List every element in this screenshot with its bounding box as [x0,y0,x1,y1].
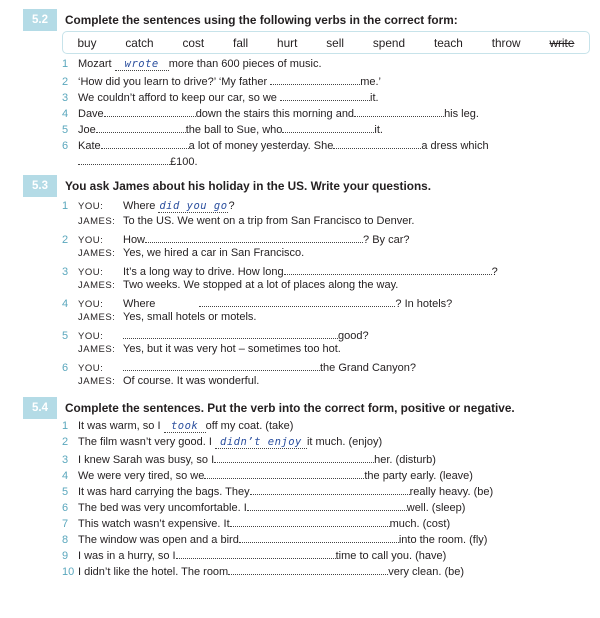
answer-blank[interactable] [270,73,360,85]
item-number: 2 [62,234,69,246]
answer-blank[interactable] [123,327,338,339]
dialogue-question [62,359,416,374]
dialogue-answer [62,278,398,293]
dialogue-question [62,231,409,246]
dialogue-answer [62,342,341,357]
sentence-text: much. (cost) [389,518,451,530]
sentence-text: her. (disturb) [374,454,436,466]
sentence-text: I didn’t like the hotel. The room [78,566,229,578]
item-number: 2 [62,76,69,88]
answer-blank[interactable] [228,563,388,575]
verb-word: hurt [277,35,298,50]
item-number: 9 [62,550,69,562]
item-number: 2 [62,436,69,448]
sentence-text: well. (sleep) [406,502,466,514]
speaker-label: JAMES: [78,248,116,259]
speaker-label: JAMES: [78,312,116,323]
answer-text: Yes, small hotels or motels. [123,311,257,323]
answer-blank[interactable] [239,531,399,543]
sentence-line [62,563,464,578]
sentence-text: the ball to Sue, who [185,124,283,136]
answer-blank[interactable] [280,89,370,101]
answer-blank[interactable] [176,547,336,559]
sentence-text: really heavy. (be) [409,486,494,498]
exercise-instruction: Complete the sentences. Put the verb into the correct form, positive or negative. [65,401,515,415]
sentence-text: me.’ [360,76,381,88]
question-text: Where [123,298,156,310]
exercise-5-3-header [23,175,431,197]
example-answer: wrote [115,58,169,71]
question-text: ? [228,200,235,212]
speaker-label: JAMES: [78,280,116,291]
speaker-label: YOU: [78,299,104,310]
speaker-label: YOU: [78,235,104,246]
verb-word: catch [125,35,154,50]
sentence-text: more than 600 pieces of music. [168,58,322,70]
dialogue-answer [62,214,414,229]
sentence-text: We couldn’t afford to keep our car, so we [78,92,277,104]
exercise-5-4-header [23,397,515,419]
speaker-label: YOU: [78,267,104,278]
sentence-text: time to call you. (have) [335,550,447,562]
answer-blank[interactable] [247,499,407,511]
answer-blank[interactable] [123,359,320,371]
sentence-text: Joe [78,124,96,136]
answer-blank[interactable] [230,515,390,527]
answer-text: Yes, we hired a car in San Francisco. [123,247,305,259]
item-number: 4 [62,470,69,482]
answer-text: Two weeks. We stopped at a lot of places along the way. [123,279,399,291]
answer-blank[interactable] [284,263,492,275]
dialogue-question [62,327,369,342]
exercise-number: 5.2 [23,9,57,31]
speaker-label: JAMES: [78,376,116,387]
sentence-text: it. [374,124,383,136]
exercise-instruction: Complete the sentences using the following verbs in the correct form: [65,13,458,27]
sentence-text: into the room. (fly) [398,534,488,546]
sentence-text: I knew Sarah was busy, so I [78,454,215,466]
question-text: Where [123,200,156,212]
verb-word: sell [326,35,344,50]
answer-blank[interactable] [101,137,189,149]
sentence-line [62,153,198,168]
example-answer: did you go [159,200,228,212]
sentence-line [62,467,473,482]
question-text: It’s a long way to drive. How long [123,266,284,278]
sentence-text: It was warm, so I [78,420,161,432]
speaker-label: JAMES: [78,344,116,355]
item-number: 7 [62,518,69,530]
answer-blank[interactable] [199,295,395,307]
sentence-text: off my coat. (take) [205,420,294,432]
item-number: 5 [62,330,69,342]
sentence-text: it. [370,92,379,104]
answer-blank[interactable] [204,467,364,479]
item-number: 1 [62,200,69,212]
item-number: 3 [62,92,69,104]
answer-text: Of course. It was wonderful. [123,375,260,387]
question-text: the Grand Canyon? [320,362,417,374]
answer-blank[interactable] [96,121,186,133]
speaker-label: YOU: [78,331,104,342]
sentence-line [62,483,493,498]
sentence-text: very clean. (be) [388,566,465,578]
sentence-text: The window was open and a bird [78,534,239,546]
item-number: 5 [62,486,69,498]
answer-blank[interactable] [333,137,421,149]
dialogue-answer [62,310,256,325]
item-number: 4 [62,108,69,120]
dialogue-question [62,199,235,214]
item-number: 1 [62,420,69,432]
question-text: ? By car? [363,234,410,246]
item-number: 1 [62,58,69,70]
speaker-label: JAMES: [78,216,116,227]
item-number: 6 [62,502,69,514]
item-number: 6 [62,140,69,152]
sentence-line [62,137,489,152]
sentence-line [62,547,446,562]
speaker-label: YOU: [78,363,104,374]
sentence-text: the party early. (leave) [364,470,473,482]
dialogue-answer [62,374,259,389]
verb-word-used: write [549,35,575,50]
speaker-label: YOU: [78,201,104,212]
sentence-line [62,451,436,466]
verb-word: spend [372,35,406,50]
sentence-line [62,121,383,136]
item-number: 6 [62,362,69,374]
exercise-number: 5.4 [23,397,57,419]
answer-blank[interactable] [214,451,374,463]
verb-word: throw [491,35,521,50]
exercise-instruction: You ask James about his holiday in the US. Write your questions. [65,179,431,193]
sentence-line [62,105,479,120]
sentence-text: a dress which [421,140,489,152]
sentence-line [62,435,382,450]
answer-text: To the US. We went on a trip from San Francisco to Denver. [123,215,415,227]
dialogue-question [62,263,498,278]
sentence-text: Mozart [78,58,112,70]
item-number: 5 [62,124,69,136]
verb-word: teach [433,35,463,50]
answer-blank[interactable] [78,153,170,165]
sentence-text: We were very tired, so we [78,470,205,482]
sentence-text: it much. (enjoy) [306,436,383,448]
sentence-text: Dave [78,108,104,120]
answer-blank[interactable] [145,231,363,243]
exercise-number: 5.3 [23,175,57,197]
answer-blank[interactable] [250,483,410,495]
item-number: 8 [62,534,69,546]
example-answer: took [164,420,206,433]
sentence-line [62,89,379,104]
sentence-text: This watch wasn’t expensive. It [78,518,230,530]
example-answer: didn’t enjoy [215,436,307,449]
question-text: good? [338,330,369,342]
dialogue-answer [62,246,304,261]
verb-word: fall [233,35,249,50]
answer-blank[interactable] [354,105,444,117]
answer-blank[interactable] [104,105,196,117]
sentence-text: It was hard carrying the bags. They [78,486,250,498]
item-number: 3 [62,266,69,278]
sentence-text: a lot of money yesterday. She [188,140,334,152]
question-text: ? In hotels? [395,298,453,310]
verb-box [62,31,590,54]
item-number: 3 [62,454,69,466]
sentence-text: his leg. [444,108,479,120]
dialogue-question [62,295,452,310]
answer-blank[interactable] [282,121,374,133]
exercise-5-2-header [23,9,458,31]
verb-word: cost [182,35,205,50]
sentence-text: I was in a hurry, so I [78,550,176,562]
sentence-line [62,515,450,530]
sentence-text: down the stairs this morning and [195,108,355,120]
item-number: 4 [62,298,69,310]
sentence-text: The film wasn’t very good. I [78,436,212,448]
sentence-line [62,57,322,72]
sentence-text: The bed was very uncomfortable. I [78,502,247,514]
sentence-text: £100. [170,156,198,168]
verb-word: buy [77,35,97,50]
question-text: ? [491,266,498,278]
sentence-line [62,419,293,434]
sentence-line [62,73,381,88]
sentence-text: Kate [78,140,101,152]
question-text: How [123,234,146,246]
sentence-line [62,499,465,514]
answer-text: Yes, but it was very hot – sometimes too hot. [123,343,341,355]
item-number: 10 [62,566,75,578]
sentence-text: ‘How did you learn to drive?’ ‘My father [78,76,268,88]
sentence-line [62,531,487,546]
